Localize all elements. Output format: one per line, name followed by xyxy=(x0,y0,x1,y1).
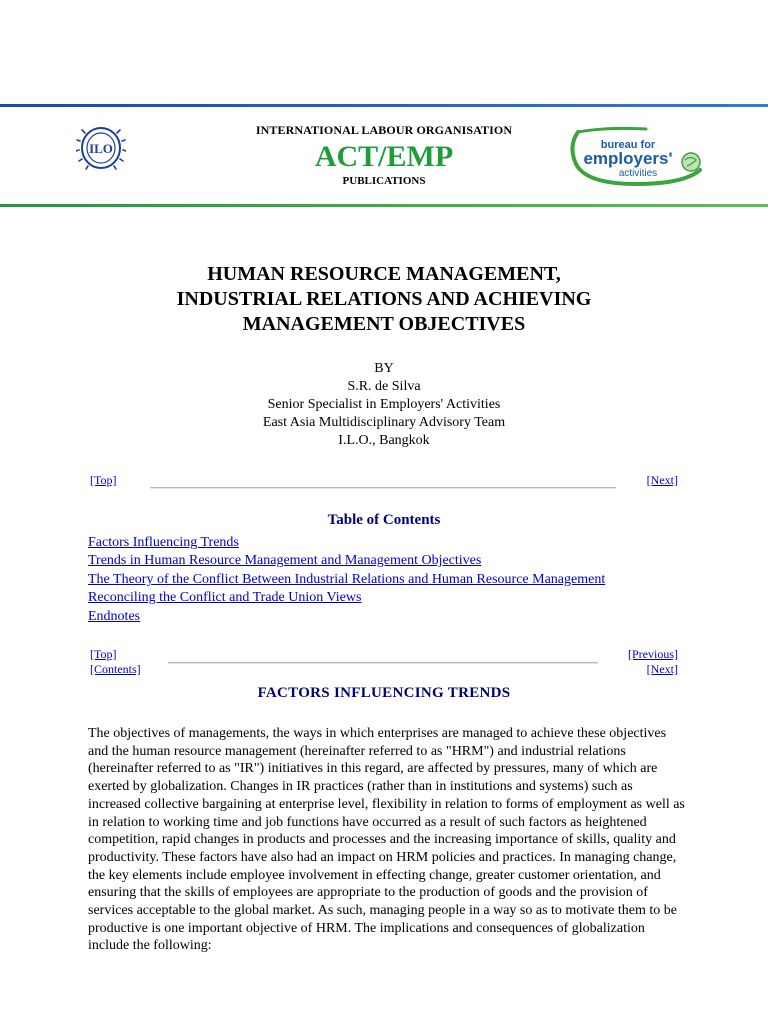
svg-text:bureau for: bureau for xyxy=(600,139,656,151)
toc-list xyxy=(88,534,605,626)
nav-next-link[interactable]: [Next] xyxy=(646,473,678,487)
toc-heading: Table of Contents xyxy=(327,512,441,528)
nav-top-link[interactable]: [Top] xyxy=(90,473,117,487)
document-title xyxy=(0,262,768,337)
header-top-rule xyxy=(0,104,768,107)
nav2-top-link[interactable]: [Top] xyxy=(90,647,117,661)
nav2-divider xyxy=(168,662,598,664)
nav-divider xyxy=(150,487,616,489)
by-label: BY xyxy=(374,361,394,376)
title-line-2: INDUSTRIAL RELATIONS AND ACHIEVING xyxy=(176,288,592,310)
org-name: INTERNATIONAL LABOUR ORGANISATION xyxy=(255,123,513,137)
svg-text:employers': employers' xyxy=(583,149,673,168)
toc-item[interactable]: Trends in Human Resource Management and Management Objectives xyxy=(88,553,482,569)
title-line-3: MANAGEMENT OBJECTIVES xyxy=(242,313,526,335)
svg-text:ILO: ILO xyxy=(89,141,113,156)
header-bottom-rule xyxy=(0,204,768,207)
nav2-next-link[interactable]: [Next] xyxy=(646,662,678,676)
author-team: East Asia Multidisciplinary Advisory Team xyxy=(262,415,506,430)
byline xyxy=(0,360,768,450)
author-office: I.L.O., Bangkok xyxy=(338,433,430,448)
toc-item[interactable]: Endnotes xyxy=(88,608,141,624)
toc-item[interactable]: Reconciling the Conflict and Trade Union Views xyxy=(88,590,362,606)
section-heading: FACTORS INFLUENCING TRENDS xyxy=(257,685,511,701)
section-paragraph: The objectives of managements, the ways in which enterprises are managed to achieve these objectives and the human resource management (hereinafter referred to as "HRM") and industrial relations (hereinafter referred to as "IR") initiatives in this regard, are affected by pressures, many of which are exerted by globalization. Changes in IR practices (rather than in institutions and systems) such as increased collective bargaining at enterprise level, flexibility in relation to forms of employment as well as in relation to working time and job functions have occurred as a result of such factors as heightened competition, rapid changes in products and processes and the increasing importance of skills, quality and productivity. These factors have also had an impact on HRM policies and practices. In managing change, the key elements include employee involvement in effecting change, greater customer orientation, and ensuring that the skills of employees are appropriate to the production of goods and the provision of services acceptable to the global market. As such, managing people in a way so as to motivate them to be productive is one important objective of HRM. The implications and consequences of globalization include the following: xyxy=(88,726,685,954)
title-line-1: HUMAN RESOURCE MANAGEMENT, xyxy=(207,263,561,285)
program-name: ACT/EMP xyxy=(314,140,454,173)
toc-item[interactable]: The Theory of the Conflict Between Industrial Relations and Human Resource Management xyxy=(88,571,606,587)
author-title: Senior Specialist in Employers' Activities xyxy=(267,397,501,412)
nav2-contents-link[interactable]: [Contents] xyxy=(90,662,141,676)
nav2-previous-link[interactable]: [Previous] xyxy=(628,647,678,661)
globe-icon xyxy=(682,153,700,171)
publications-label: PUBLICATIONS xyxy=(342,175,426,187)
author-name: S.R. de Silva xyxy=(347,379,421,394)
bureau-employers-logo xyxy=(566,124,710,190)
svg-text:activities: activities xyxy=(618,168,658,179)
toc-item[interactable]: Factors Influencing Trends xyxy=(88,535,239,550)
